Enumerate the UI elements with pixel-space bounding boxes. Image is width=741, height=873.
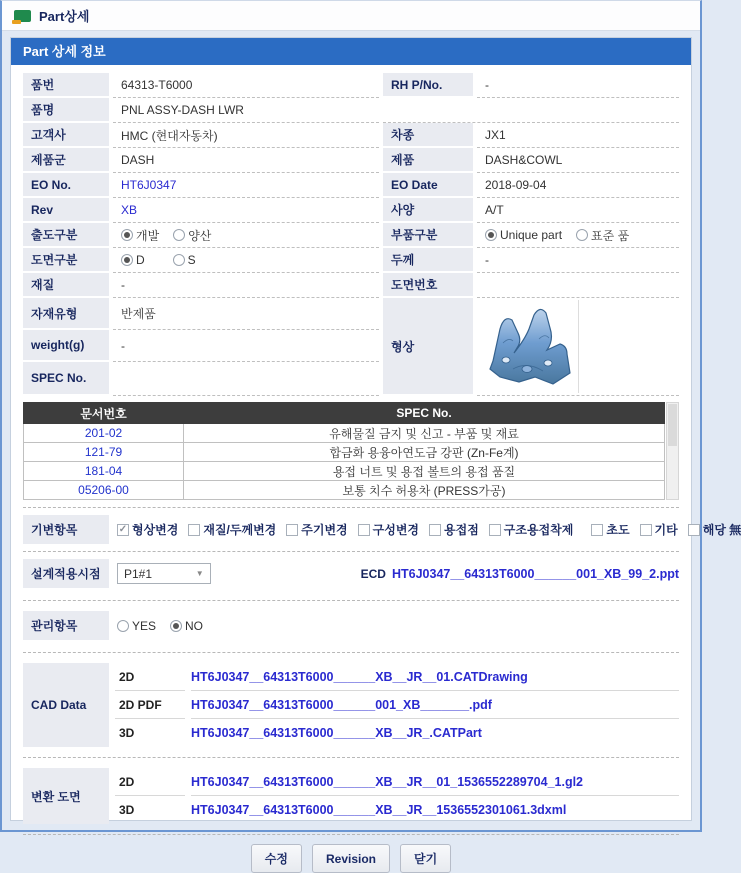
radio-managed-yes[interactable] bbox=[117, 619, 156, 633]
label-rh-pno: RH P/No. bbox=[383, 73, 473, 98]
change-items-checkboxes bbox=[117, 521, 741, 538]
radio-label: 양산 bbox=[188, 228, 212, 243]
value-weight: - bbox=[113, 330, 379, 362]
revision-button[interactable]: Revision bbox=[312, 844, 390, 873]
rev-link[interactable]: XB bbox=[121, 203, 138, 217]
checkbox-not-applicable[interactable] bbox=[688, 521, 741, 538]
label-material: 재질 bbox=[23, 273, 109, 298]
checkbox-icon bbox=[429, 524, 441, 536]
radio-unique-part[interactable] bbox=[485, 228, 562, 242]
converted-type-2d: 2D bbox=[115, 768, 185, 796]
chevron-down-icon: ▼ bbox=[195, 569, 204, 578]
label-drawing-type: 도면구분 bbox=[23, 248, 109, 273]
detail-form bbox=[23, 73, 679, 396]
cad-type-2d-pdf: 2D PDF bbox=[115, 691, 185, 719]
label-weight: weight(g) bbox=[23, 330, 109, 362]
value-part-name-continuation bbox=[383, 98, 679, 123]
label-shape: 형상 bbox=[383, 298, 473, 396]
checkbox-label: 구조용접착제 bbox=[503, 523, 574, 537]
value-drawing-no bbox=[477, 273, 679, 298]
label-vehicle: 차종 bbox=[383, 123, 473, 148]
checkbox-icon-checked bbox=[117, 524, 129, 536]
radio-icon bbox=[121, 229, 133, 241]
radio-label: YES bbox=[132, 618, 157, 633]
detail-content bbox=[11, 65, 741, 873]
radio-icon bbox=[173, 229, 185, 241]
radio-drawing-d[interactable] bbox=[121, 253, 145, 267]
design-point-selected-value: P1#1 bbox=[124, 566, 153, 581]
design-point-select[interactable] bbox=[117, 563, 211, 584]
checkbox-cycle-change[interactable] bbox=[286, 521, 347, 538]
checkbox-first-article[interactable] bbox=[591, 521, 629, 538]
radio-icon bbox=[170, 620, 182, 632]
spec-row bbox=[24, 424, 665, 443]
radio-icon bbox=[117, 620, 129, 632]
value-product: DASH&COWL bbox=[477, 148, 679, 173]
radio-label: 표준 품 bbox=[591, 228, 630, 243]
radio-release-mass[interactable] bbox=[173, 227, 211, 244]
part-3d-thumbnail bbox=[483, 303, 575, 391]
section-divider bbox=[23, 834, 679, 835]
label-release-type: 출도구분 bbox=[23, 223, 109, 248]
checkbox-label: 재질/두께변경 bbox=[203, 523, 277, 537]
radio-icon bbox=[485, 229, 497, 241]
label-drawing-no: 도면번호 bbox=[383, 273, 473, 298]
ecd-area bbox=[361, 567, 679, 581]
release-type-options bbox=[113, 223, 379, 248]
converted-type-3d: 3D bbox=[119, 803, 135, 817]
checkbox-composition-change[interactable] bbox=[358, 521, 419, 538]
value-rh-pno: - bbox=[477, 73, 679, 98]
radio-managed-no[interactable] bbox=[170, 619, 203, 633]
spec-col-spec-no: SPEC No. bbox=[184, 403, 665, 424]
cad-type-2d: 2D bbox=[115, 663, 185, 691]
radio-release-dev[interactable] bbox=[121, 227, 159, 244]
value-part-no: 64313-T6000 bbox=[113, 73, 379, 98]
radio-label: S bbox=[187, 253, 196, 267]
value-vehicle: JX1 bbox=[477, 123, 679, 148]
cad-2d-file-link[interactable]: HT6J0347__64313T6000______XB__JR__01.CATDrawing bbox=[191, 669, 528, 684]
radio-label: NO bbox=[185, 618, 204, 633]
label-product-group: 제품군 bbox=[23, 148, 109, 173]
spec-doc-link[interactable]: 121-79 bbox=[84, 445, 123, 459]
cad-3d-file-link[interactable]: HT6J0347__64313T6000______XB__JR_.CATPart bbox=[191, 726, 482, 740]
app-icon bbox=[14, 10, 31, 22]
label-rev: Rev bbox=[23, 198, 109, 223]
scrollbar-thumb[interactable] bbox=[668, 404, 677, 446]
action-buttons bbox=[23, 844, 679, 873]
shape-image-cell bbox=[477, 298, 679, 396]
drawing-type-options bbox=[113, 248, 379, 273]
app-icon-accent bbox=[12, 20, 21, 24]
spec-name: 합금화 용융아연도금 강판 (Zn-Fe계) bbox=[184, 443, 665, 462]
label-ecd: ECD bbox=[360, 566, 386, 581]
checkbox-etc[interactable] bbox=[640, 521, 678, 538]
close-button[interactable]: 닫기 bbox=[400, 844, 451, 873]
label-customer: 고객사 bbox=[23, 123, 109, 148]
label-thickness: 두께 bbox=[383, 248, 473, 273]
radio-icon bbox=[173, 254, 185, 266]
radio-standard-part[interactable] bbox=[576, 227, 629, 244]
checkbox-weld-point[interactable] bbox=[429, 521, 479, 538]
value-product-group: DASH bbox=[113, 148, 379, 173]
value-spec: A/T bbox=[477, 198, 679, 223]
page-title: Part상세 bbox=[39, 9, 90, 24]
label-part-no: 품번 bbox=[23, 73, 109, 98]
label-product: 제품 bbox=[383, 148, 473, 173]
spec-table-area bbox=[23, 402, 679, 500]
label-material-type: 자재유형 bbox=[23, 298, 109, 330]
spec-row bbox=[24, 481, 665, 500]
label-managed-item: 관리항목 bbox=[23, 611, 109, 640]
label-spec: 사양 bbox=[383, 198, 473, 223]
value-eo-date: 2018-09-04 bbox=[477, 173, 679, 198]
section-title-bar: Part 상세 정보 bbox=[11, 38, 691, 65]
checkbox-material-thickness-change[interactable] bbox=[188, 521, 276, 538]
section-divider bbox=[23, 600, 679, 601]
cad-2d-pdf-file-link[interactable]: HT6J0347__64313T6000______001_XB_______.pdf bbox=[191, 697, 492, 712]
checkbox-label: 주기변경 bbox=[301, 523, 348, 537]
radio-icon bbox=[576, 229, 588, 241]
value-thickness: - bbox=[477, 248, 679, 273]
topbar bbox=[2, 1, 700, 31]
checkbox-icon bbox=[688, 524, 700, 536]
design-point-row bbox=[23, 559, 679, 588]
label-spec-no: SPEC No. bbox=[23, 362, 109, 396]
cad-data-block bbox=[23, 663, 679, 747]
change-items-row bbox=[23, 515, 741, 544]
checkbox-label: 초도 bbox=[606, 523, 630, 537]
radio-label: D bbox=[136, 253, 145, 267]
value-spec-no bbox=[113, 362, 379, 396]
converted-drawings-block bbox=[23, 768, 679, 824]
radio-label: Unique part bbox=[500, 228, 563, 242]
label-eo-no: EO No. bbox=[23, 173, 109, 198]
checkbox-icon bbox=[286, 524, 298, 536]
edit-button[interactable]: 수정 bbox=[251, 844, 302, 873]
spec-col-doc-no: 문서번호 bbox=[24, 403, 184, 424]
converted-2d-file-link[interactable]: HT6J0347__64313T6000______XB__JR__01_1536552289704_1.gl2 bbox=[191, 774, 584, 789]
spec-table-scrollbar[interactable] bbox=[666, 402, 679, 500]
checkbox-icon bbox=[591, 524, 603, 536]
section-divider bbox=[23, 757, 679, 758]
checkbox-icon bbox=[640, 524, 652, 536]
value-material-type: 반제품 bbox=[113, 298, 379, 330]
checkbox-structural-adhesive[interactable] bbox=[489, 521, 574, 538]
spec-name: 보통 치수 허용차 (PRESS가공) bbox=[184, 481, 665, 500]
ecd-file-link[interactable]: HT6J0347__64313T6000______001_XB_99_2.ppt bbox=[391, 566, 679, 581]
spec-name: 용접 너트 및 용접 볼트의 용접 품질 bbox=[184, 462, 665, 481]
section-divider bbox=[23, 507, 679, 508]
value-material: - bbox=[113, 273, 379, 298]
label-design-point: 설계적용시점 bbox=[23, 559, 109, 588]
section-divider bbox=[23, 551, 679, 552]
value-part-name: PNL ASSY-DASH LWR bbox=[113, 98, 379, 123]
label-change-items: 기변항목 bbox=[23, 515, 109, 544]
label-cad-data: CAD Data bbox=[23, 663, 109, 747]
part-type-options bbox=[477, 223, 679, 248]
radio-label: 개발 bbox=[136, 228, 160, 243]
spec-row bbox=[24, 462, 665, 481]
cad-type-3d: 3D bbox=[119, 726, 135, 740]
label-part-type: 부품구분 bbox=[383, 223, 473, 248]
section-divider bbox=[23, 652, 679, 653]
checkbox-label: 해당 無 bbox=[702, 523, 741, 537]
radio-icon bbox=[121, 254, 133, 266]
managed-item-row bbox=[23, 611, 679, 640]
eo-no-link[interactable]: HT6J0347 bbox=[121, 178, 177, 192]
radio-drawing-s[interactable] bbox=[173, 253, 196, 267]
part-shape-image bbox=[483, 300, 579, 393]
label-part-name: 품명 bbox=[23, 98, 109, 123]
checkbox-shape-change[interactable] bbox=[117, 521, 178, 538]
checkbox-label: 형상변경 bbox=[132, 523, 179, 537]
checkbox-icon bbox=[489, 524, 501, 536]
checkbox-icon bbox=[358, 524, 370, 536]
spec-doc-link[interactable]: 181-04 bbox=[84, 464, 123, 478]
spec-name: 유해물질 금지 및 신고 - 부품 및 재료 bbox=[184, 424, 665, 443]
checkbox-label: 용접점 bbox=[444, 523, 479, 537]
label-eo-date: EO Date bbox=[383, 173, 473, 198]
checkbox-label: 기타 bbox=[654, 523, 678, 537]
spec-table bbox=[23, 402, 665, 500]
value-customer: HMC (현대자동차) bbox=[113, 123, 379, 148]
converted-3d-file-link[interactable]: HT6J0347__64313T6000______XB__JR__1536552301061.3dxml bbox=[191, 803, 567, 817]
spec-row bbox=[24, 443, 665, 462]
content-panel bbox=[10, 37, 741, 866]
label-converted-drawings: 변환 도면 bbox=[23, 768, 109, 824]
checkbox-icon bbox=[188, 524, 200, 536]
spec-doc-link[interactable]: 05206-00 bbox=[78, 483, 129, 497]
checkbox-label: 구성변경 bbox=[372, 523, 420, 537]
spec-doc-link[interactable]: 201-02 bbox=[84, 426, 123, 440]
